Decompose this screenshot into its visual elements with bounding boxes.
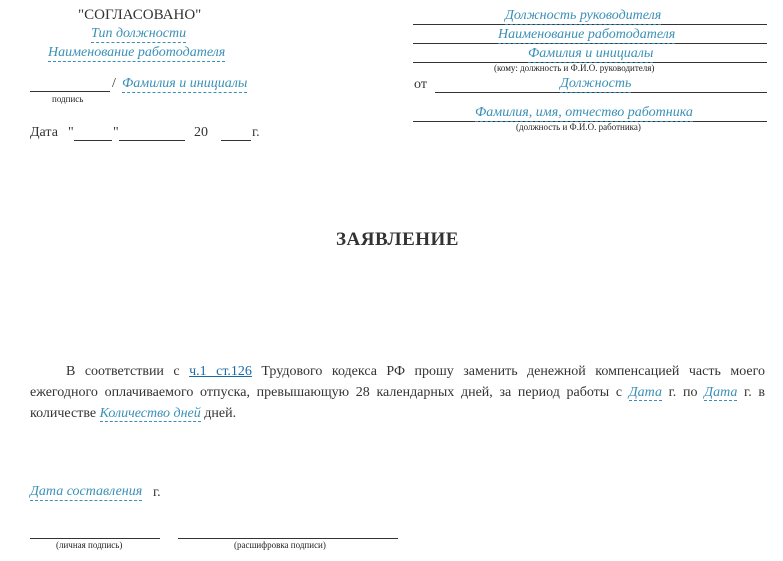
document-title: ЗАЯВЛЕНИЕ <box>336 229 459 250</box>
to-caption: (кому: должность и Ф.И.О. руководителя) <box>494 63 655 73</box>
compose-date-field[interactable]: Дата составления <box>30 484 143 499</box>
approval-date-label: Дата <box>30 125 58 140</box>
employee-position-field[interactable]: Должность <box>560 76 632 91</box>
body-text: В соответствии с <box>66 364 190 379</box>
approval-name-field[interactable]: Фамилия и инициалы <box>122 76 248 91</box>
manager-name-field[interactable]: Фамилия и инициалы <box>528 46 654 61</box>
personal-signature-line[interactable] <box>30 538 160 539</box>
compose-date-year-suffix: г. <box>153 485 161 500</box>
approval-employer-field[interactable]: Наименование работодателя <box>48 45 226 60</box>
personal-signature-caption: (личная подпись) <box>56 540 123 550</box>
date-day-line[interactable] <box>74 140 112 141</box>
body-text: дней. <box>200 406 237 421</box>
approval-slash: / <box>112 76 116 91</box>
period-to-date-field[interactable]: Дата <box>704 385 738 400</box>
period-from-date-field[interactable]: Дата <box>628 385 662 400</box>
body-line-3 <box>30 403 765 424</box>
date-year-suffix: г. <box>252 125 260 140</box>
date-month-line[interactable] <box>119 140 185 141</box>
date-year-prefix: 20 <box>194 125 208 140</box>
addressee-employer-field[interactable]: Наименование работодателя <box>498 27 676 42</box>
from-caption: (должность и Ф.И.О. работника) <box>516 122 641 132</box>
body-text: г. в <box>737 385 765 400</box>
body-line-1 <box>30 361 765 382</box>
body-text: ежегодного оплачиваемого отпуска, превышающую 28 календарных дней, за период работы с <box>30 385 629 400</box>
body-text: г. по <box>661 385 705 400</box>
manager-position-field[interactable]: Должность руководителя <box>505 8 662 23</box>
from-label: от <box>414 77 427 92</box>
approval-signature-line[interactable] <box>30 91 110 92</box>
date-quote-close: " <box>113 125 119 140</box>
signature-decoding-line[interactable] <box>178 538 398 539</box>
date-year-line[interactable] <box>221 140 251 141</box>
law-link[interactable]: ч.1 ст.126 <box>189 364 252 379</box>
signature-decoding-caption: (расшифровка подписи) <box>234 540 326 550</box>
days-count-field[interactable]: Количество дней <box>99 406 201 421</box>
body-text: Трудового кодекса РФ прошу заменить денежной компенсацией часть моего <box>251 364 765 379</box>
body-line-2 <box>30 382 765 403</box>
body-paragraph <box>30 361 765 424</box>
approval-signature-caption: подпись <box>52 94 84 104</box>
date-quote-open: " <box>68 125 74 140</box>
approval-heading: "СОГЛАСОВАНО" <box>78 7 202 23</box>
body-text: количестве <box>30 406 100 421</box>
approval-position-field[interactable]: Тип должности <box>91 26 187 41</box>
employee-name-field[interactable]: Фамилия, имя, отчество работника <box>475 105 693 120</box>
